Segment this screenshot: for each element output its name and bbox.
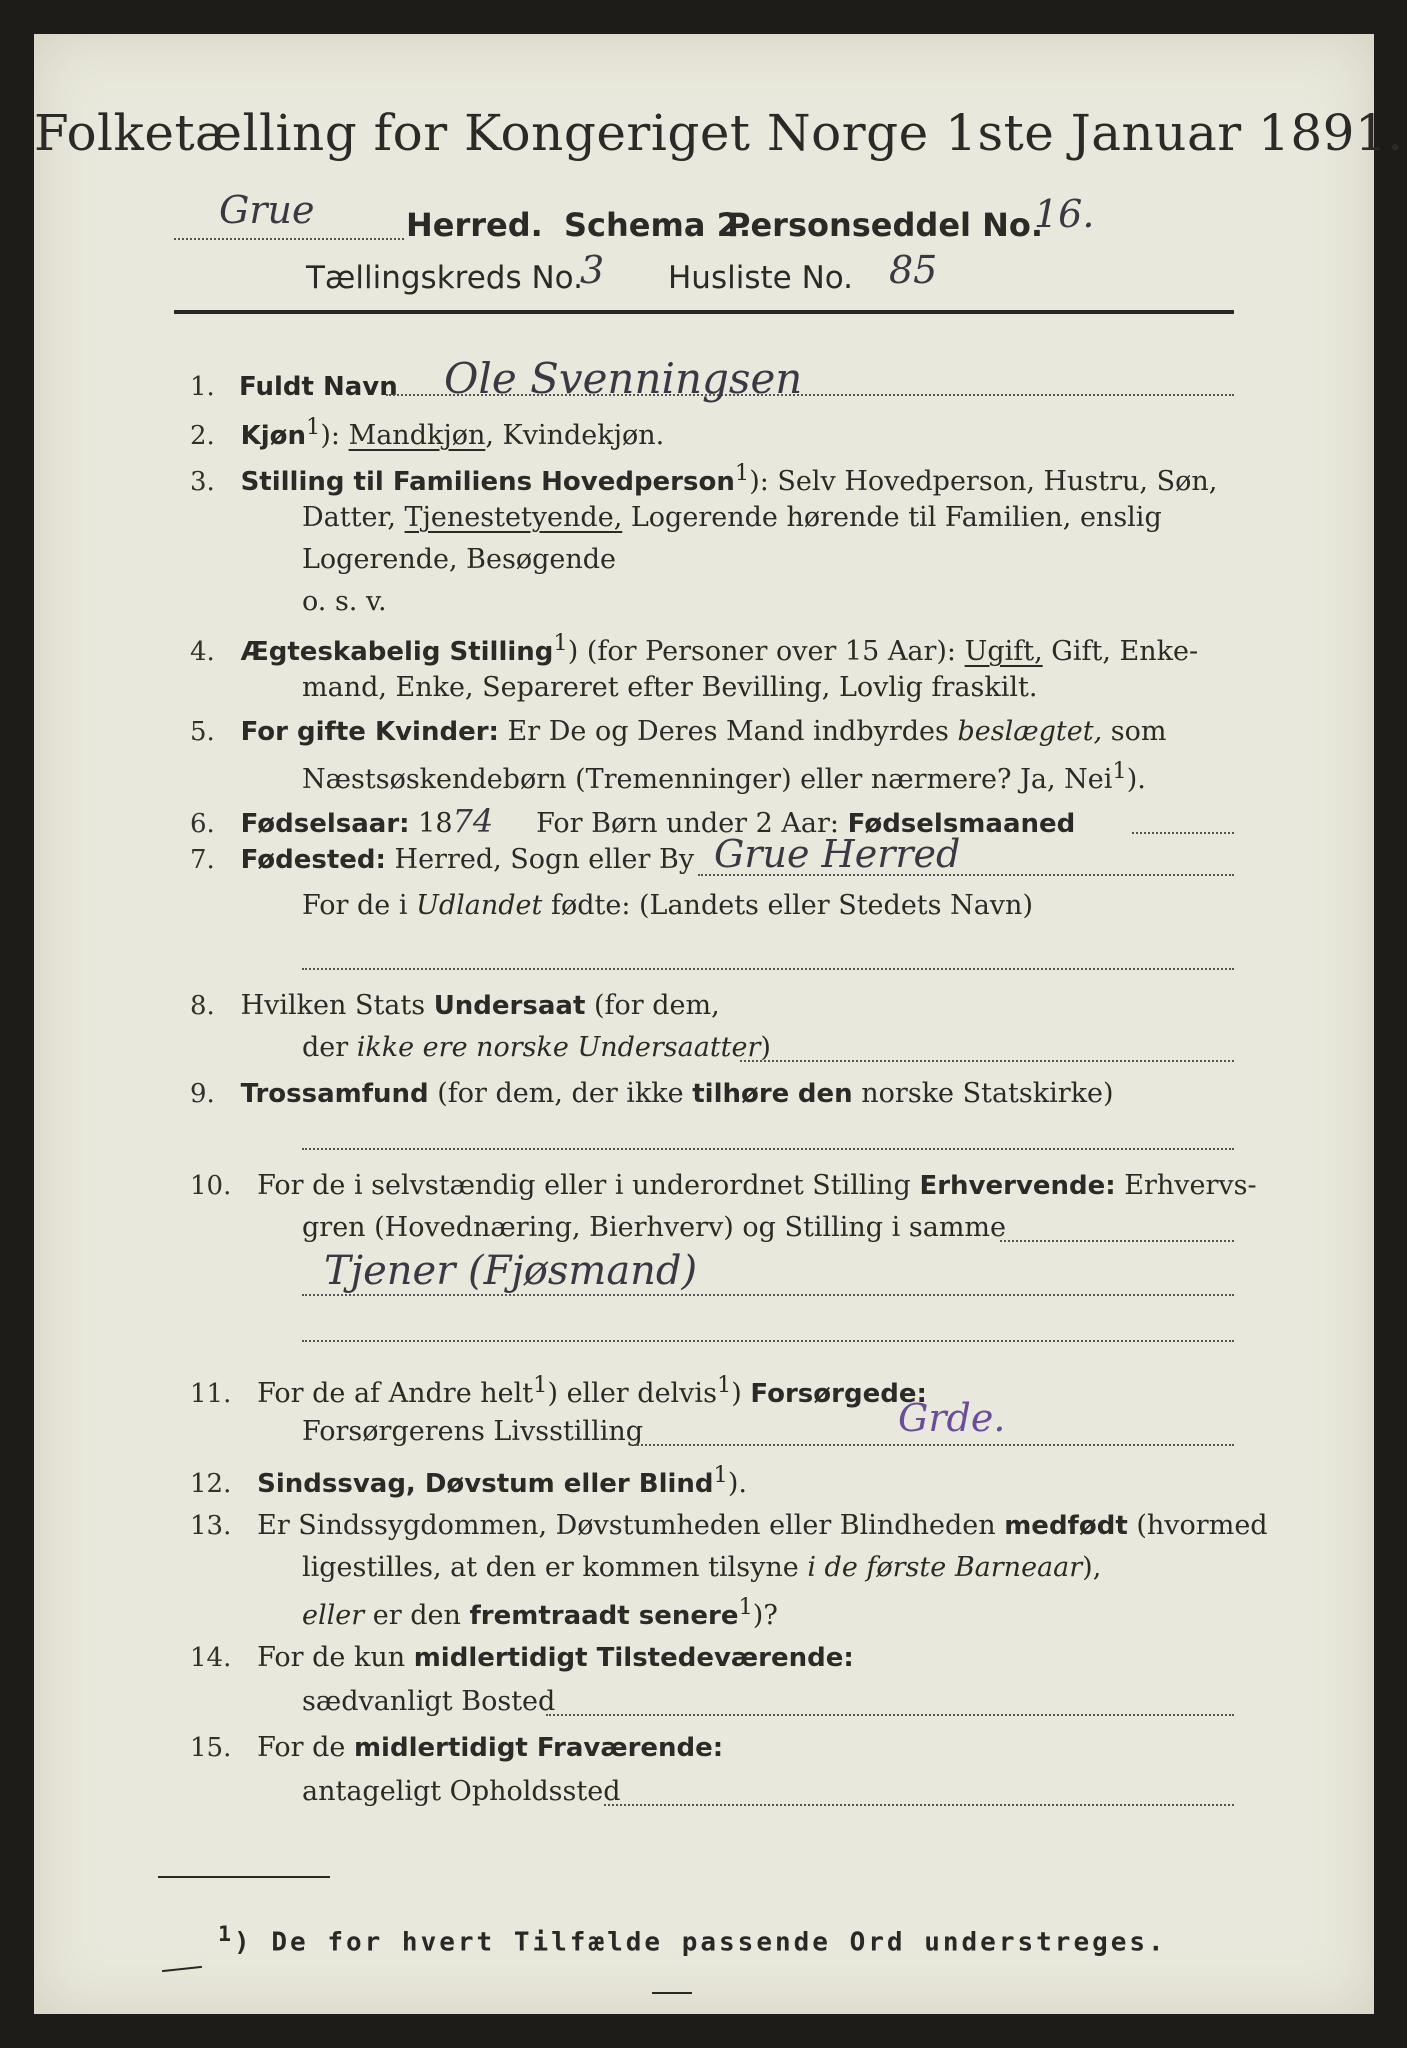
q5-line2: Næstsøskendebørn (Tremenninger) eller nærmere? Ja, Nei$^1$). — [302, 758, 1146, 795]
q3-line2: Datter, Tjenestetyende, Logerende hørende til Familien, enslig — [302, 502, 1162, 533]
q10-answer: Tjener (Fjøsmand) — [324, 1248, 698, 1294]
q1-answer: Ole Svenningsen — [444, 354, 803, 403]
q7-answer: Grue Herred — [714, 832, 961, 876]
q1-number: 1. — [190, 372, 215, 402]
q4-label: Ægteskabelig Stilling — [240, 637, 554, 667]
q14-line — [546, 1714, 1234, 1716]
header-rule — [174, 310, 1234, 314]
q9-line1: 9. Trossamfund (for dem, der ikke tilhøre den norske Statskirke) — [190, 1078, 1114, 1109]
kreds-label: Tællingskreds No. — [306, 260, 583, 296]
q4-option-selected: Ugift, — [964, 636, 1043, 667]
q15-line — [604, 1804, 1234, 1806]
herred-field — [174, 188, 404, 240]
q13-line3: eller er den fremtraadt senere$^1$)? — [302, 1594, 778, 1631]
q10-answer-line — [302, 1294, 1234, 1296]
q2-row: 2. Kjøn$^1$): Mandkjøn, Kvindekjøn. — [190, 414, 665, 451]
q8-line1: 8. Hvilken Stats Undersaat (for dem, — [190, 990, 720, 1021]
footnote: $^1$) De for hvert Tilfælde passende Ord understreges. — [218, 1922, 1167, 1958]
q1-label: Fuldt Navn — [239, 372, 398, 402]
q15-line2: antageligt Opholdssted — [302, 1776, 621, 1807]
q5-line1: 5. For gifte Kvinder: Er De og Deres Mand indbyrdes beslægtet, som — [190, 716, 1167, 747]
q2-option-selected: Mandkjøn — [348, 420, 486, 451]
q3-option-selected: Tjenestetyende, — [404, 502, 623, 533]
herred-value: Grue — [219, 188, 315, 232]
q11-line1: 11. For de af Andre helt$^1$) eller delvis$^1$) Forsørgede: — [190, 1372, 927, 1409]
q6-label: Fødselsaar: — [240, 809, 410, 839]
q10-line1: 10. For de i selvstændig eller i underordnet Stilling Erhvervende: Erhvervs- — [190, 1170, 1257, 1201]
q11-line — [634, 1444, 1234, 1446]
q14-line2: sædvanligt Bosted — [302, 1686, 556, 1717]
footnote-rule — [158, 1876, 330, 1878]
q12-row: 12. Sindssvag, Døvstum eller Blind$^1$). — [190, 1462, 747, 1499]
q5-label: For gifte Kvinder: — [240, 717, 499, 747]
q13-line1: 13. Er Sindssygdommen, Døvstumheden eller Blindheden medfødt (hvormed — [190, 1510, 1268, 1541]
pen-mark-bottom — [652, 1992, 692, 1994]
q7-line1: 7. Fødested: Herred, Sogn eller By — [190, 844, 695, 875]
husliste-value: 85 — [889, 248, 938, 292]
pen-mark-left — [162, 1966, 202, 1972]
q4-line1: 4. Ægteskabelig Stilling$^1$) (for Personer over 15 Aar): Ugift, Gift, Enke- — [190, 630, 1199, 667]
personseddel-value: 16. — [1034, 192, 1095, 236]
q3-line3: Logerende, Besøgende — [302, 544, 616, 575]
q3-line4: o. s. v. — [302, 586, 387, 617]
schema-label: Schema 2. — [564, 206, 751, 244]
q6-line — [1132, 832, 1234, 834]
q11-line2: Forsørgerens Livsstilling — [302, 1416, 644, 1447]
q10-line2-dots — [1000, 1240, 1234, 1242]
q7-line2: For de i Udlandet fødte: (Landets eller Stedets Navn) — [302, 890, 1033, 921]
husliste-label: Husliste No. — [668, 260, 854, 296]
q14-line1: 14. For de kun midlertidigt Tilstedeværende: — [190, 1642, 854, 1673]
personseddel-label: Personseddel No. — [727, 206, 1044, 244]
census-form-sheet — [34, 34, 1404, 2014]
q6-year-value: 74 — [452, 802, 494, 840]
q7-foreign-line — [302, 968, 1234, 970]
q11-answer: Grde. — [898, 1396, 1006, 1440]
kreds-value: 3 — [580, 248, 605, 292]
q3-label: Stilling til Familiens Hovedperson — [240, 467, 735, 497]
q3-line1: 3. Stilling til Familiens Hovedperson$^1$): Selv Hovedperson, Hustru, Søn, — [190, 460, 1218, 497]
form-title: Folketælling for Kongeriget Norge 1ste Januar 1891. — [34, 104, 1404, 162]
q12-label: Sindssvag, Døvstum eller Blind — [257, 1469, 714, 1499]
q10-extra-line — [302, 1340, 1234, 1342]
q8-line2: der ikke ere norske Undersaatter) — [302, 1032, 771, 1063]
q15-line1: 15. For de midlertidigt Fraværende: — [190, 1732, 724, 1763]
q4-line2: mand, Enke, Separeret efter Bevilling, Lovlig fraskilt. — [302, 672, 1038, 703]
herred-label: Herred. — [406, 206, 543, 244]
q9-line — [302, 1148, 1234, 1150]
q2-label: Kjøn — [240, 421, 306, 451]
q7-label: Fødested: — [240, 845, 386, 875]
q6-row: 6. Fødselsaar: 1874 For Børn under 2 Aar: Fødselsmaaned — [190, 802, 1076, 840]
q8-line — [740, 1060, 1234, 1062]
q13-line2: ligestilles, at den er kommen tilsyne i de første Barneaar), — [302, 1552, 1102, 1583]
q10-line2: gren (Hovednæring, Bierhverv) og Stilling i samme — [302, 1212, 1007, 1243]
q9-label: Trossamfund — [240, 1079, 429, 1109]
